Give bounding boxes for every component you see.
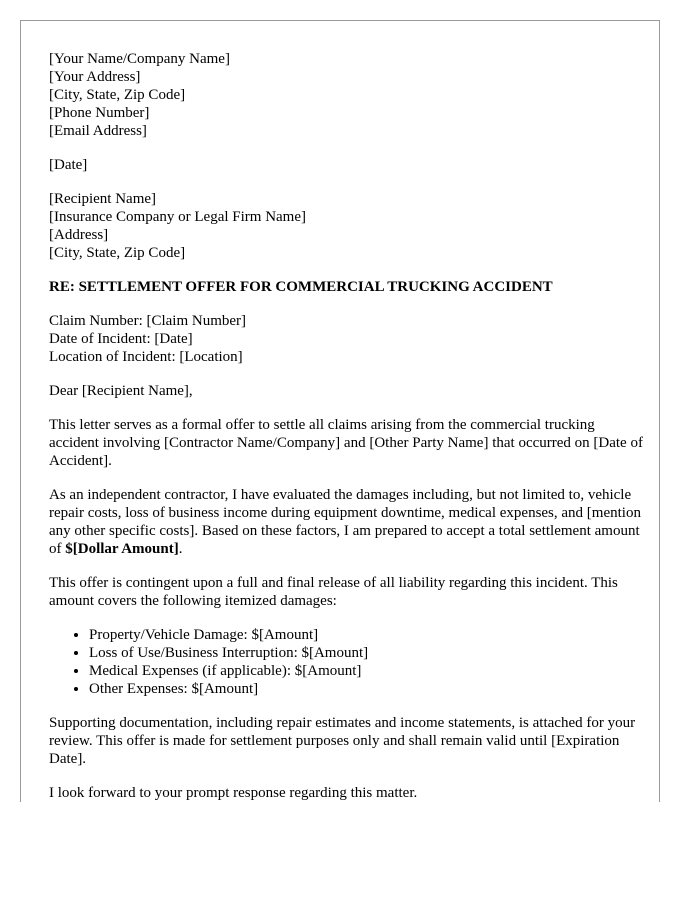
date-of-incident: Date of Incident: [Date] — [49, 331, 193, 347]
paragraph-evaluation-end: . — [178, 541, 183, 557]
claim-info-block — [49, 312, 644, 366]
letter-date: [Date] — [49, 157, 88, 173]
claim-number: Claim Number: [Claim Number] — [49, 313, 247, 329]
paragraph-documentation: Supporting documentation, including repair estimates and income statements, is attached for your review. This offer is made for settlement purposes only and shall remain valid until [Expiration Date]. — [49, 715, 636, 767]
list-item: • Other Expenses: $[Amount] — [89, 680, 644, 698]
list-item: • Property/Vehicle Damage: $[Amount] — [89, 626, 644, 644]
subject-line: RE: SETTLEMENT OFFER FOR COMMERCIAL TRUCKING ACCIDENT — [49, 279, 553, 295]
paragraph-offer: This letter serves as a formal offer to settle all claims arising from the commercial trucking accident involving [Contractor Name/Company] and [Other Party Name] that occurred on [Date of Accident]. — [49, 417, 643, 469]
recipient-name: [Recipient Name] — [49, 191, 157, 207]
sender-phone: [Phone Number] — [49, 105, 150, 121]
salutation: Dear [Recipient Name], — [49, 383, 193, 399]
list-item: • Medical Expenses (if applicable): $[Amount] — [89, 662, 644, 680]
recipient-city-state-zip: [City, State, Zip Code] — [49, 245, 186, 261]
settlement-amount: $[Dollar Amount] — [65, 541, 179, 557]
recipient-address: [Address] — [49, 227, 109, 243]
letter-page — [20, 20, 660, 802]
recipient-company: [Insurance Company or Legal Firm Name] — [49, 209, 306, 225]
date-block — [49, 156, 644, 174]
paragraph-evaluation — [49, 486, 644, 558]
sender-city-state-zip: [City, State, Zip Code] — [49, 87, 186, 103]
paragraph-closing: I look forward to your prompt response regarding this matter. — [49, 785, 418, 801]
recipient-block — [49, 190, 644, 262]
sender-name: [Your Name/Company Name] — [49, 51, 230, 67]
location-of-incident: Location of Incident: [Location] — [49, 349, 243, 365]
list-item: • Loss of Use/Business Interruption: $[Amount] — [89, 644, 644, 662]
sender-email: [Email Address] — [49, 123, 147, 139]
paragraph-contingency: This offer is contingent upon a full and final release of all liability regarding this incident. This amount covers the following itemized damages: — [49, 575, 618, 609]
paragraph-evaluation-text: As an independent contractor, I have evaluated the damages including, but not limited to, vehicle repair costs, loss of business income during equipment downtime, medical expenses, and [mention any other specific costs]. Based on these factors, I am prepared to accept a total settlement amount of — [49, 487, 641, 557]
sender-address: [Your Address] — [49, 69, 141, 85]
letter-body — [49, 50, 644, 802]
sender-block — [49, 50, 644, 140]
damages-list — [49, 626, 644, 698]
